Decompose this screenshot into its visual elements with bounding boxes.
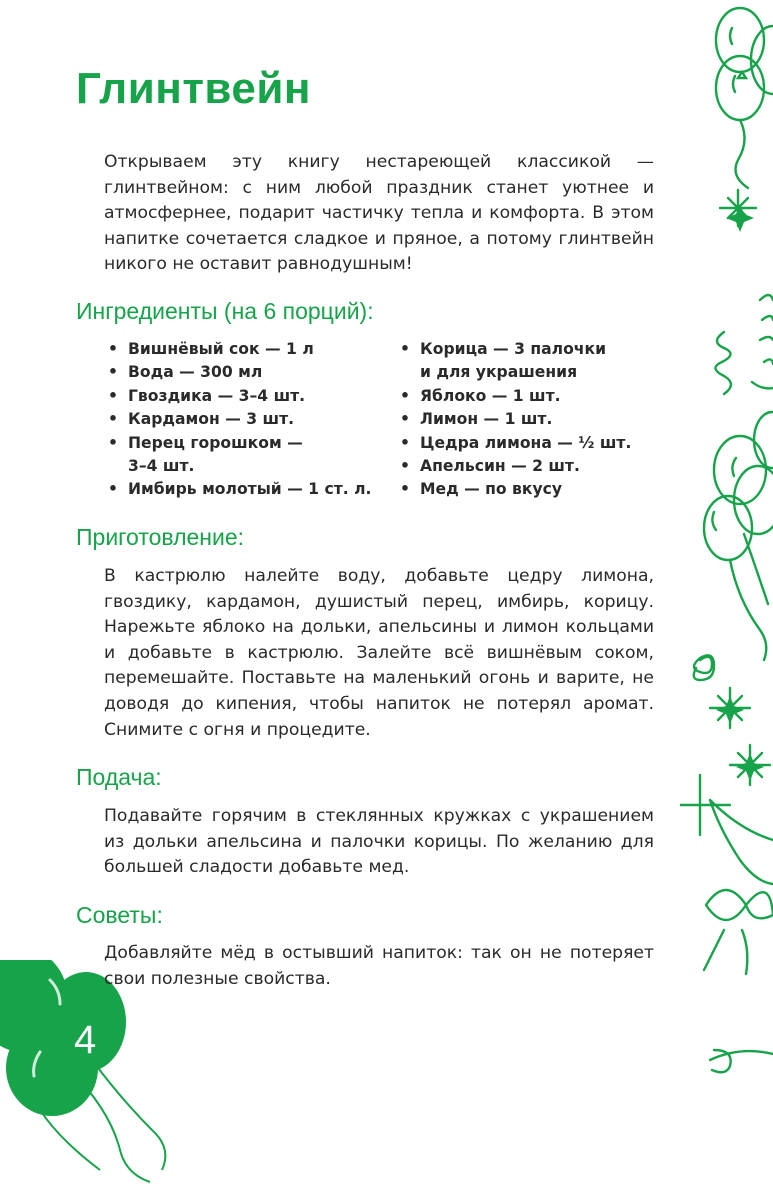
balloon-icon — [716, 56, 764, 120]
ingredient-item: • Гвоздика — 3–4 шт. — [106, 385, 371, 408]
ingredient-item: • Мед — по вкусу — [398, 478, 631, 501]
ingredient-line: • Перец горошком — — [128, 433, 303, 452]
sparkle-icon — [680, 775, 730, 835]
preparation-heading: Приготовление: — [76, 524, 245, 550]
balloon-icon — [754, 412, 773, 468]
ingredient-item: • Имбирь молотый — 1 ст. л. — [106, 478, 371, 501]
balloon-icon — [751, 26, 773, 94]
preparation-paragraph: В кастрюлю налейте воду, добавьте цедру лимона, гвоздику, кардамон, душистый перец, имбирь, корицу. Нарежьте яблоко на дольки, апельсины и лимон кольцами и добавьте в кастрюлю. Залейте всё вишнёвым соком, перемешайте. Поставьте на маленький огонь и варите, не доводя до кипения, чтобы напиток не потерял аромат. Снимите с огня и процедите. — [104, 566, 654, 740]
page-title: Глинтвейн — [76, 64, 311, 113]
ingredient-item: • Вишнёвый сок — 1 л — [106, 338, 371, 361]
ingredient-item: • Апельсин — 2 шт. — [398, 455, 631, 478]
serving-paragraph: Подавайте горячим в стеклянных кружках с украшением из дольки апельсина и палочки корицы. По желанию для большей сладости добавьте мед. — [104, 806, 654, 878]
intro-paragraph: Открываем эту книгу нестареющей классикой — глинтвейном: с ним любой праздник станет уютнее и атмосфернее, подарит частичку тепла и комфорта. В этом напитке сочетается сладкое и пряное, а потому глинтвейн никого не оставит равнодушным! — [104, 152, 654, 275]
tips-paragraph: Добавляйте мёд в остывший напиток: так он не потеряет свои полезные свойства. — [104, 943, 654, 989]
page-number: 4 — [74, 1018, 97, 1062]
ingredient-item — [106, 432, 371, 479]
ingredients-list-left — [106, 338, 371, 502]
ingredients-heading: Ингредиенты (на 6 порций): — [76, 298, 374, 324]
balloon-icon — [716, 8, 764, 72]
ingredient-item: • Лимон — 1 шт. — [398, 408, 631, 431]
balloon-icon — [714, 436, 766, 504]
glass-icon — [710, 800, 773, 884]
ingredient-line: 3–4 шт. — [128, 457, 195, 476]
bottom-left-balloons — [0, 960, 200, 1190]
ingredient-item: • Кардамон — 3 шт. — [106, 408, 371, 431]
ingredient-item: • Цедра лимона — ½ шт. — [398, 432, 631, 455]
ingredients-list-right — [398, 338, 631, 502]
ingredient-item: • Яблоко — 1 шт. — [398, 385, 631, 408]
ingredient-line: • Корица — 3 палочки — [420, 340, 607, 358]
ingredient-item — [398, 338, 631, 385]
serving-heading: Подача: — [76, 764, 162, 790]
right-decoration — [680, 0, 773, 1190]
tips-heading: Советы: — [76, 902, 163, 928]
ingredient-item: • Вода — 300 мл — [106, 361, 371, 384]
ingredient-line: и для украшения — [420, 363, 578, 382]
